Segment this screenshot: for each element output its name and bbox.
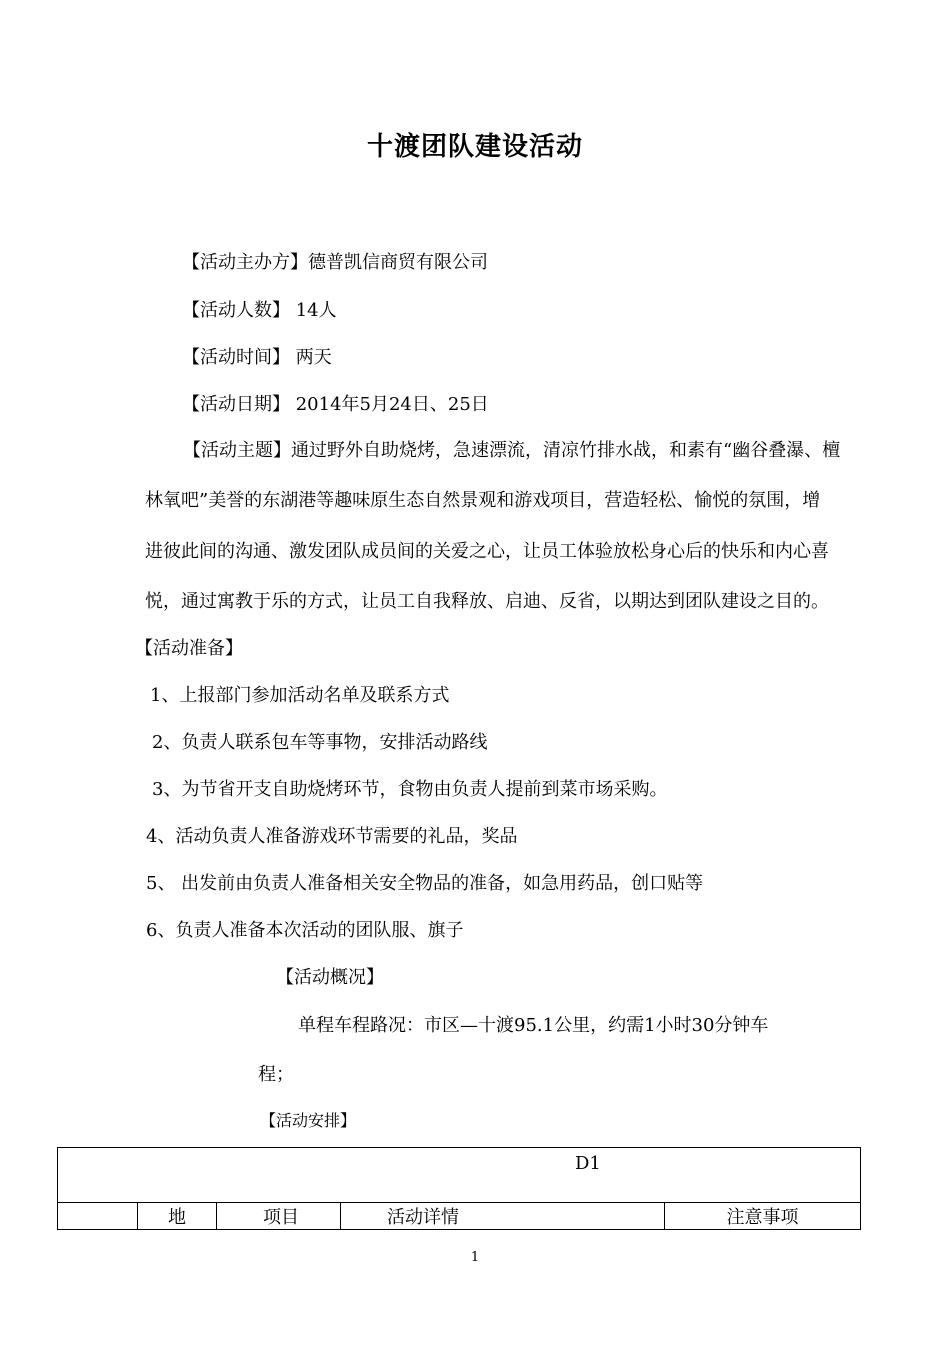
headcount-line: 【活动人数】 14人	[182, 300, 337, 321]
prep-item: 6、负责人准备本次活动的团队服、旗子	[146, 920, 464, 941]
schedule-table	[57, 1147, 861, 1230]
route-line-cont: 程；	[258, 1064, 294, 1085]
overview-heading: 【活动概况】	[276, 967, 384, 988]
table-header-cell	[58, 1203, 138, 1230]
prep-item: 4、活动负责人准备游戏环节需要的礼品，奖品	[146, 826, 518, 847]
document-title: 十渡团队建设活动	[366, 132, 583, 162]
theme-line: 进彼此间的沟通、激发团队成员间的关爱之心，让员工体验放松身心后的快乐和内心喜	[145, 541, 829, 562]
day-header: D1	[58, 1148, 861, 1203]
route-line: 单程车程路况：市区—十渡95.1公里，约需1小时30分钟车	[298, 1015, 769, 1036]
theme-line: 林氧吧”美誉的东湖港等趣味原生态自然景观和游戏项目，营造轻松、愉悦的氛围，增	[145, 490, 821, 511]
organizer-line: 【活动主办方】德普凯信商贸有限公司	[182, 252, 488, 273]
prep-item: 3、为节省开支自助烧烤环节，食物由负责人提前到菜市场采购。	[152, 779, 668, 800]
theme-line: 【活动主题】通过野外自助烧烤，急速漂流，清凉竹排水战，和素有“幽谷叠瀑、檀	[183, 440, 841, 461]
prep-item: 2、负责人联系包车等事物，安排活动路线	[152, 732, 488, 753]
schedule-heading: 【活动安排】	[260, 1111, 357, 1130]
theme-line: 悦，通过寓教于乐的方式，让员工自我释放、启迪、反省，以期达到团队建设之目的。	[145, 591, 829, 612]
duration-line: 【活动时间】 两天	[182, 347, 332, 368]
prep-item: 1、上报部门参加活动名单及联系方式	[150, 685, 450, 706]
prep-item: 5、 出发前由负责人准备相关安全物品的准备，如急用药品，创口贴等	[146, 873, 704, 894]
page-number: 1	[470, 1250, 480, 1265]
prep-heading: 【活动准备】	[135, 638, 243, 659]
date-line: 【活动日期】 2014年5月24日、25日	[182, 394, 489, 415]
table-header-cell: 注意事项	[665, 1203, 861, 1230]
table-header-cell: 地	[138, 1203, 217, 1230]
table-header-cell: 项目	[217, 1203, 341, 1230]
table-header-cell: 活动详情	[341, 1203, 665, 1230]
